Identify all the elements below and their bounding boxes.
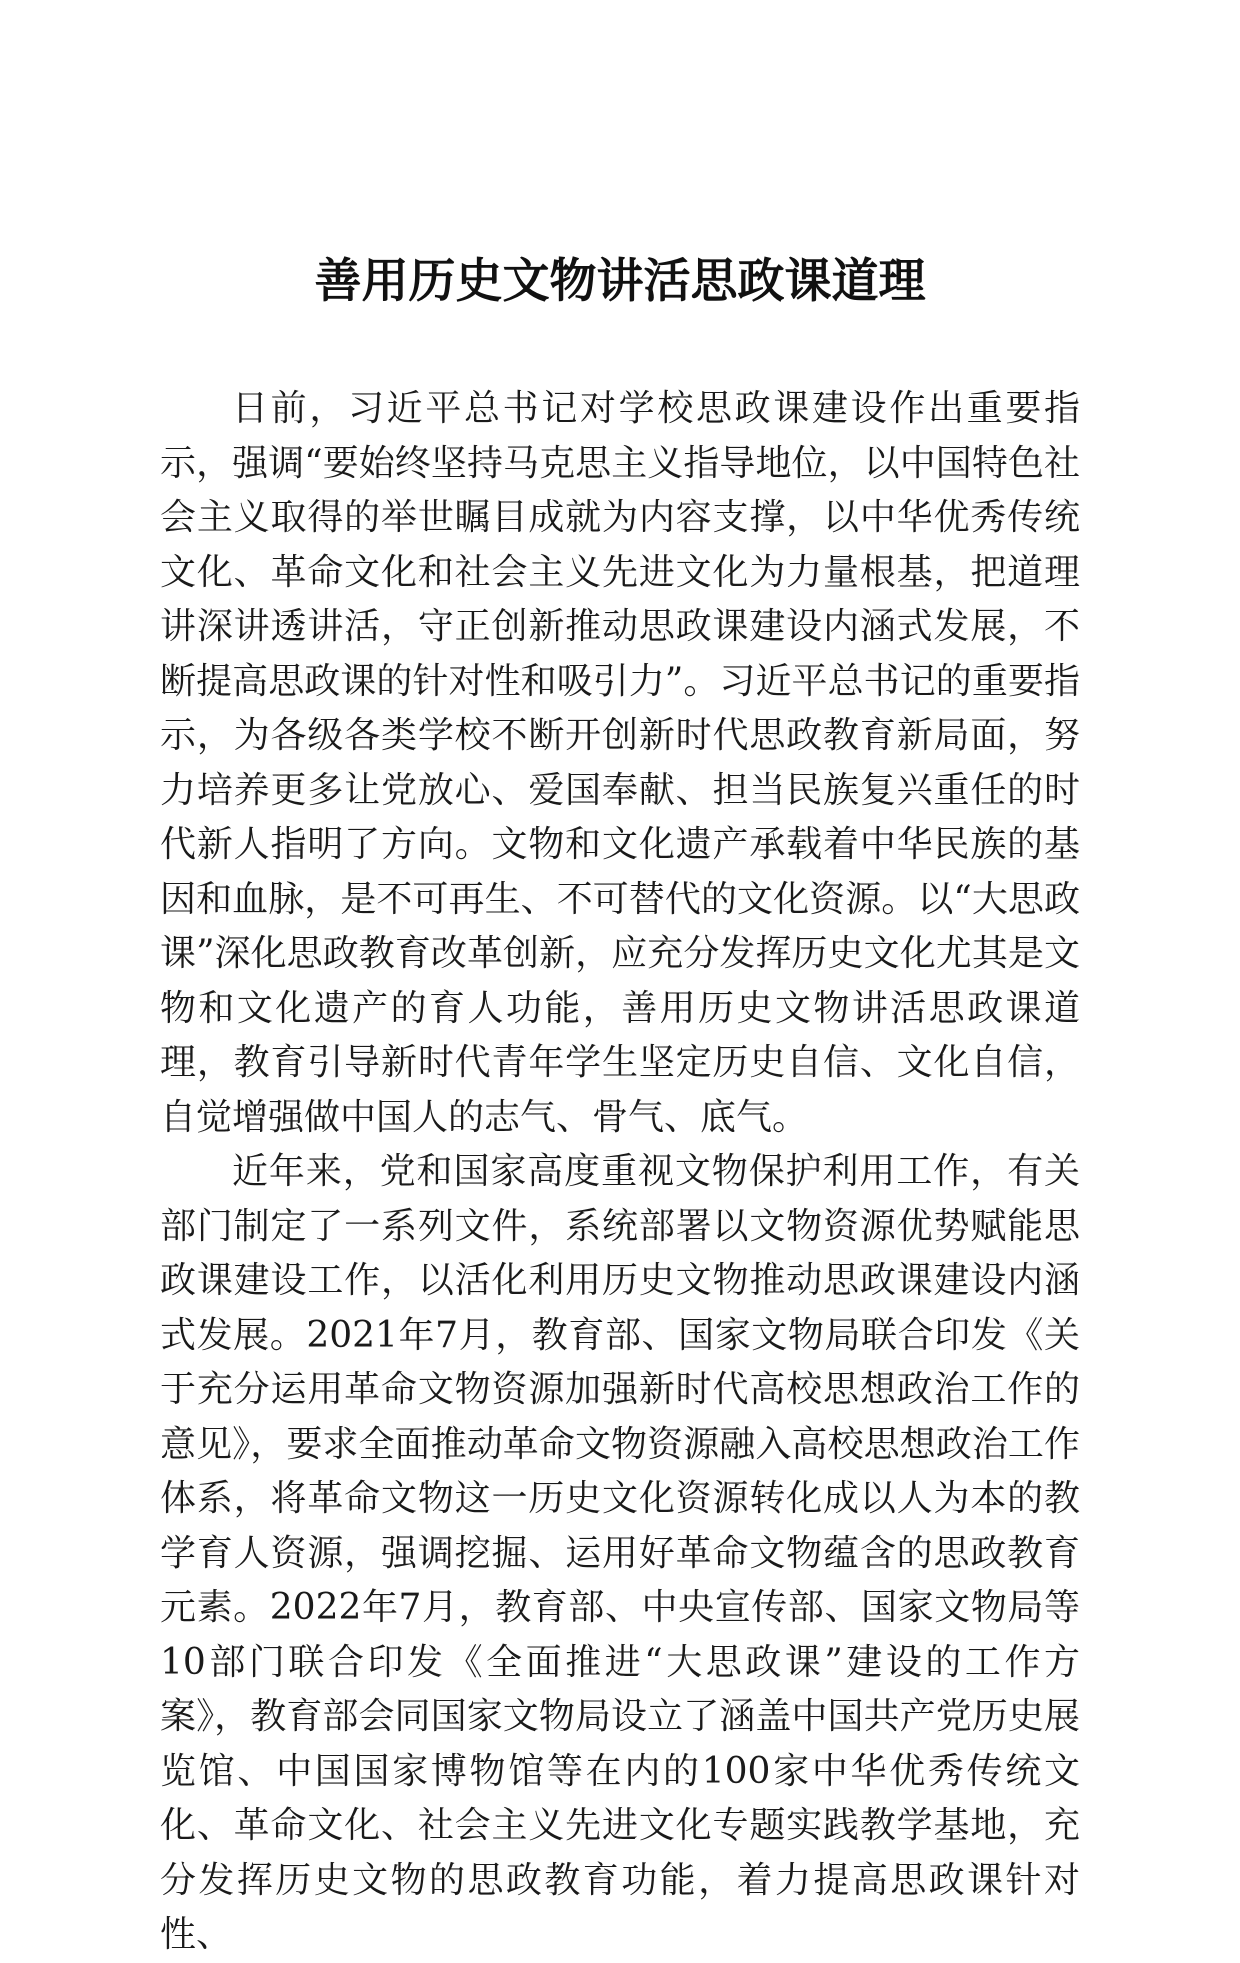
- document-title: 善用历史文物讲活思政课道理: [314, 254, 926, 309]
- paragraph: 日前，习近平总书记对学校思政课建设作出重要指示，强调“要始终坚持马克思主义指导地位，以中国特色社会主义取得的举世瞩目成就为内容支撑，以中华优秀传统文化、革命文化和社会主义先进文化为力量根基，把道理讲深讲透讲活，守正创新推动思政课建设内涵式发展，不断提高思政课的针对性和吸引力”。习近平总书记的重要指示，为各级各类学校不断开创新时代思政教育新局面，努力培养更多让党放心、爱国奉献、担当民族复兴重任的时代新人指明了方向。文物和文化遗产承载着中华民族的基因和血脉，是不可再生、不可替代的文化资源。以“大思政课”深化思政教育改革创新，应充分发挥历史文化尤其是文物和文化遗产的育人功能，善用历史文物讲活思政课道理，教育引导新时代青年学生坚定历史自信、文化自信，自觉增强做中国人的志气、骨气、底气。: [160, 388, 1080, 1138]
- document-body: [160, 382, 1080, 1963]
- paragraph: 近年来，党和国家高度重视文物保护利用工作，有关部门制定了一系列文件，系统部署以文物资源优势赋能思政课建设工作，以活化利用历史文物推动思政课建设内涵式发展。2021年7月，教育部、国家文物局联合印发《关于充分运用革命文物资源加强新时代高校思想政治工作的意见》，要求全面推动革命文物资源融入高校思想政治工作体系，将革命文物这一历史文化资源转化成以人为本的教学育人资源，强调挖掘、运用好革命文物蕴含的思政教育元素。2022年7月，教育部、中央宣传部、国家文物局等10部门联合印发《全面推进“大思政课”建设的工作方案》，教育部会同国家文物局设立了涵盖中国共产党历史展览馆、中国国家博物馆等在内的100家中华优秀传统文化、革命文化、社会主义先进文化专题实践教学基地，充分发挥历史文物的思政教育功能，着力提高思政课针对性、: [160, 1151, 1080, 1955]
